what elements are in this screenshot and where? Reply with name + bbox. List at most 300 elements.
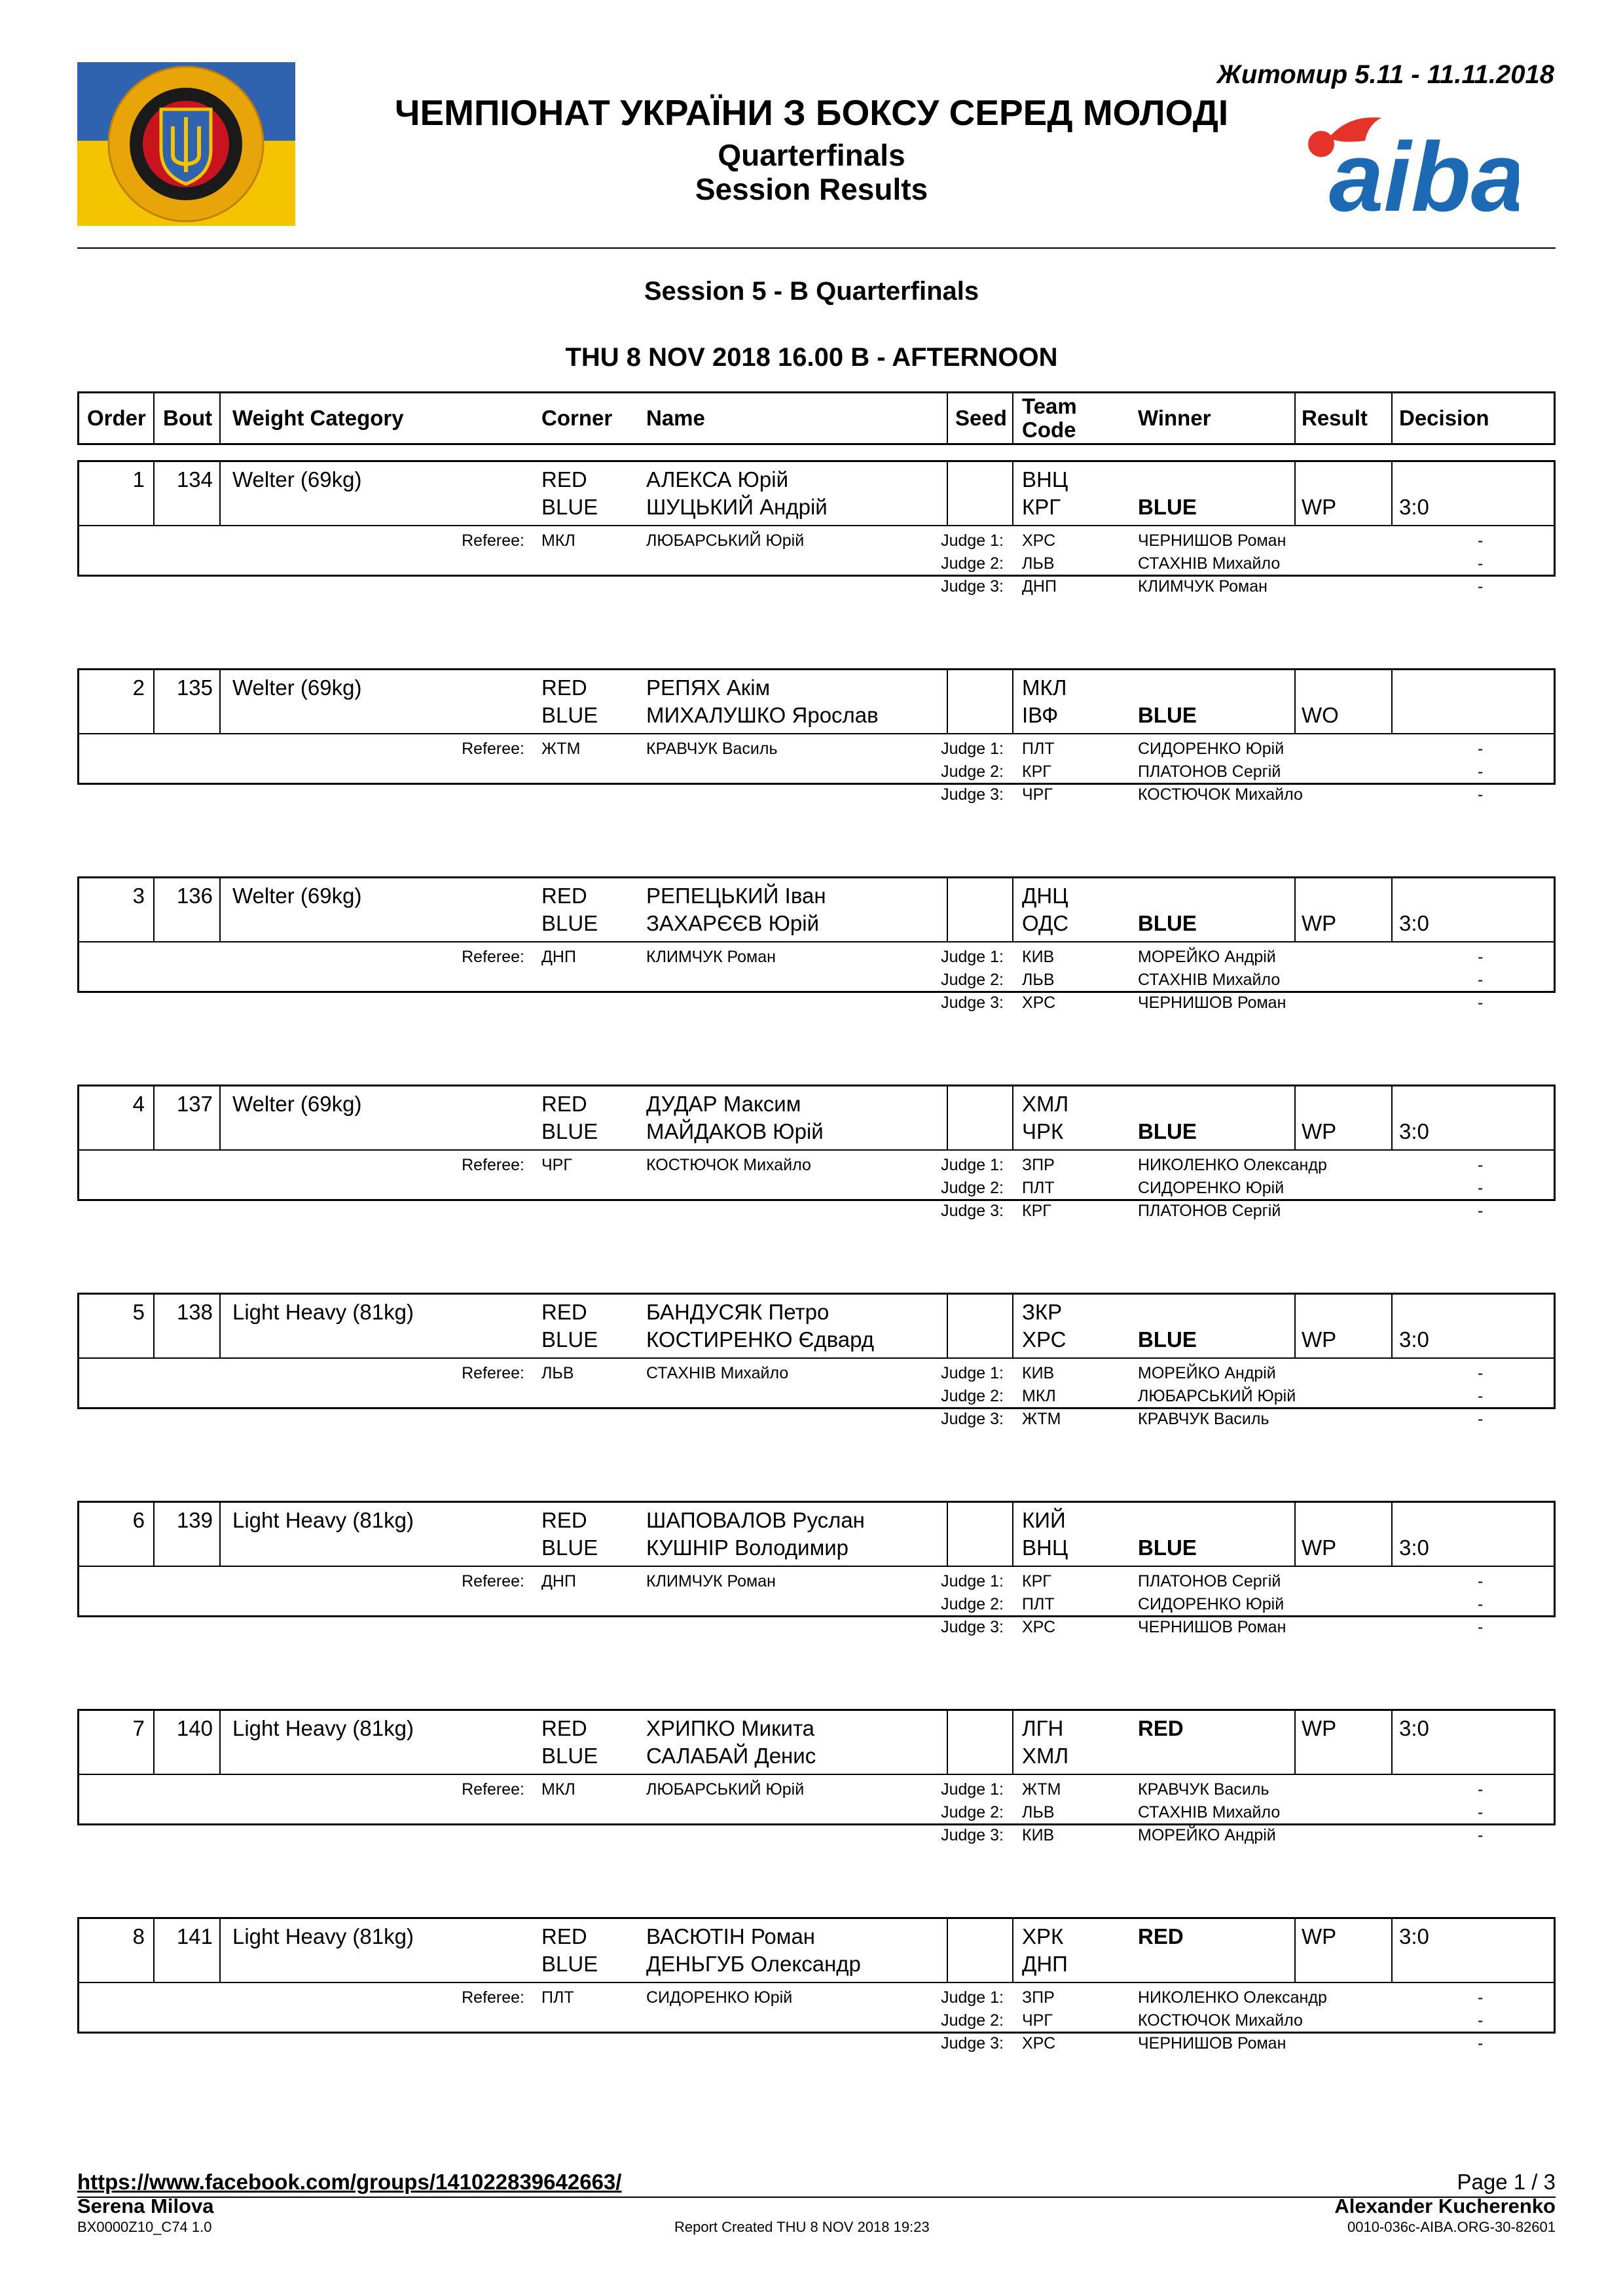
bout-block [77, 1293, 1556, 1428]
blue-corner-label: BLUE [541, 703, 598, 727]
judge-label: Judge 1: [941, 531, 1004, 550]
column-divider [947, 1295, 948, 1357]
referee-label: Referee: [462, 740, 524, 758]
blue-boxer-name: ЗАХАРЄЄВ Юрій [646, 911, 820, 935]
column-divider [1294, 1503, 1296, 1566]
weight-category: Welter (69kg) [232, 884, 362, 908]
blue-team-code: КРГ [1022, 495, 1061, 519]
judge-name: СТАХНІВ Михайло [1138, 554, 1281, 573]
bout-decision: 3:0 [1399, 911, 1429, 935]
blue-corner-label: BLUE [541, 1535, 598, 1560]
bout-result: WP [1302, 1716, 1337, 1740]
column-divider [1012, 462, 1013, 525]
column-divider [947, 462, 948, 525]
judge-team: ХРС [1022, 531, 1056, 550]
judge-score-dash: - [1478, 762, 1484, 781]
weight-category: Welter (69kg) [232, 1092, 362, 1116]
column-divider [1294, 462, 1296, 525]
column-divider [947, 878, 948, 941]
judge-score-dash: - [1478, 1156, 1484, 1174]
bout-number: 134 [176, 467, 213, 492]
bout-number: 141 [176, 1924, 213, 1948]
bout-result: WP [1302, 1924, 1337, 1948]
aiba-logo [1303, 98, 1519, 226]
header-divider [77, 247, 1556, 249]
blue-boxer-name: КУШНІР Володимир [646, 1535, 849, 1560]
bout-number: 135 [176, 675, 213, 700]
judge-label: Judge 1: [941, 1364, 1004, 1382]
column-divider [219, 1295, 221, 1357]
judge-label: Judge 1: [941, 1572, 1004, 1590]
red-boxer-name: БАНДУСЯК Петро [646, 1300, 830, 1324]
report-created: Report Created THU 8 NOV 2018 19:23 [674, 2219, 930, 2235]
results-table-header [77, 391, 1556, 445]
column-divider [1012, 1503, 1013, 1566]
judge-team: КИВ [1022, 1364, 1055, 1382]
blue-boxer-name: САЛАБАЙ Денис [646, 1744, 816, 1768]
referee-name: КЛИМЧУК Роман [646, 1572, 776, 1590]
blue-team-code: ЧРК [1022, 1119, 1064, 1143]
red-corner-label: RED [541, 1924, 587, 1948]
judge-team: ХРС [1022, 2034, 1056, 2053]
referee-team: ПЛТ [541, 1988, 574, 2007]
judge-team: ХРС [1022, 994, 1056, 1012]
judge-label: Judge 3: [941, 785, 1004, 804]
col-order: Order [87, 406, 146, 430]
column-divider [1294, 1086, 1296, 1149]
judge-team: КРГ [1022, 1202, 1051, 1220]
referee-team: МКЛ [541, 1780, 575, 1799]
judge-score-dash: - [1478, 948, 1484, 966]
judge-label: Judge 2: [941, 1595, 1004, 1613]
blue-boxer-name: МАЙДАКОВ Юрій [646, 1119, 824, 1143]
winner-corner: RED [1138, 1716, 1184, 1740]
red-team-code: ДНЦ [1022, 884, 1068, 908]
referee-name: КРАВЧУК Василь [646, 740, 778, 758]
blue-boxer-name: ШУЦЬКИЙ Андрій [646, 495, 828, 519]
judge-team: КИВ [1022, 948, 1055, 966]
judge-label: Judge 2: [941, 2011, 1004, 2030]
column-divider [947, 1503, 948, 1566]
column-divider [219, 670, 221, 733]
weight-category: Light Heavy (81kg) [232, 1924, 414, 1948]
judge-score-dash: - [1478, 1988, 1484, 2007]
referee-name: ЛЮБАРСЬКИЙ Юрій [646, 531, 805, 550]
bout-result: WP [1302, 1535, 1337, 1560]
judge-name: КРАВЧУК Василь [1138, 1410, 1269, 1428]
column-divider [153, 462, 155, 525]
blue-corner-label: BLUE [541, 1744, 598, 1768]
red-corner-label: RED [541, 884, 587, 908]
judge-label: Judge 3: [941, 994, 1004, 1012]
judge-label: Judge 2: [941, 1387, 1004, 1405]
bout-block [77, 1917, 1556, 2053]
red-boxer-name: РЕПЯХ Акім [646, 675, 771, 700]
bout-result: WP [1302, 911, 1337, 935]
column-divider [1012, 1711, 1013, 1774]
red-boxer-name: ДУДАР Максим [646, 1092, 801, 1116]
red-team-code: ХРК [1022, 1924, 1064, 1948]
bout-block [77, 1085, 1556, 1220]
blue-boxer-name: МИХАЛУШКО Ярослав [646, 703, 879, 727]
column-divider [1294, 878, 1296, 941]
bout-number: 136 [176, 884, 213, 908]
judge-score-dash: - [1478, 971, 1484, 989]
col-corner: Corner [541, 406, 613, 430]
red-team-code: ВНЦ [1022, 467, 1068, 492]
judge-label: Judge 1: [941, 948, 1004, 966]
column-divider [219, 462, 221, 525]
blue-corner-label: BLUE [541, 911, 598, 935]
blue-boxer-name: КОСТИРЕНКО Єдвард [646, 1327, 875, 1352]
referee-name: КОСТЮЧОК Михайло [646, 1156, 811, 1174]
page-title: ЧЕМПІОНАТ УКРАЇНИ З БОКСУ СЕРЕД МОЛОДІ [394, 92, 1229, 133]
judge-team: КРГ [1022, 1572, 1051, 1590]
judge-name: ПЛАТОНОВ Сергій [1138, 1202, 1281, 1220]
referee-label: Referee: [462, 1364, 524, 1382]
bout-result: WP [1302, 1327, 1337, 1352]
column-divider [153, 1711, 155, 1774]
blue-team-code: ОДС [1022, 911, 1069, 935]
bout-block [77, 668, 1556, 804]
bout-number: 140 [176, 1716, 213, 1740]
judge-name: НИКОЛЕНКО Олександр [1138, 1988, 1327, 2007]
round-subtitle: Quarterfinals [718, 138, 905, 172]
col-result: Result [1302, 406, 1368, 430]
judge-label: Judge 2: [941, 762, 1004, 781]
column-divider [1012, 878, 1013, 941]
judge-name: СИДОРЕНКО Юрій [1138, 1595, 1285, 1613]
winner-corner: RED [1138, 1924, 1184, 1948]
blue-team-code: ХМЛ [1022, 1744, 1069, 1768]
bout-block [77, 1501, 1556, 1636]
red-boxer-name: ВАСЮТІН Роман [646, 1924, 816, 1948]
column-divider [1391, 878, 1393, 941]
judge-score-dash: - [1478, 531, 1484, 550]
bout-main-row [79, 1711, 1554, 1775]
judge-label: Judge 2: [941, 1179, 1004, 1197]
blue-team-code: ВНЦ [1022, 1535, 1068, 1560]
winner-corner: BLUE [1138, 703, 1197, 727]
referee-team: ДНП [541, 948, 576, 966]
referee-label: Referee: [462, 1988, 524, 2007]
session-date: THU 8 NOV 2018 16.00 B - AFTERNOON [565, 343, 1058, 372]
judge-label: Judge 3: [941, 2034, 1004, 2053]
judge-team: ПЛТ [1022, 1595, 1055, 1613]
judge-name: ЧЕРНИШОВ Роман [1138, 531, 1286, 550]
column-divider [1391, 1919, 1393, 1982]
red-corner-label: RED [541, 1508, 587, 1532]
column-divider [219, 878, 221, 941]
report-code: BX0000Z10_C74 1.0 [77, 2219, 212, 2235]
blue-boxer-name: ДЕНЬГУБ Олександр [646, 1952, 861, 1976]
judge-name: ЛЮБАРСЬКИЙ Юрій [1138, 1387, 1296, 1405]
referee-name: КЛИМЧУК Роман [646, 948, 776, 966]
column-divider [1294, 670, 1296, 733]
bout-main-row [79, 1919, 1554, 1983]
judge-name: КРАВЧУК Василь [1138, 1780, 1269, 1799]
judge-name: ЧЕРНИШОВ Роман [1138, 1618, 1286, 1636]
judge-score-dash: - [1478, 1572, 1484, 1590]
red-corner-label: RED [541, 1716, 587, 1740]
judge-score-dash: - [1478, 1364, 1484, 1382]
judge-team: ЗПР [1022, 1988, 1055, 2007]
bout-main-row [79, 1295, 1554, 1359]
judge-team: КИВ [1022, 1826, 1055, 1844]
bout-main-row [79, 670, 1554, 734]
judge-label: Judge 2: [941, 554, 1004, 573]
column-divider [1012, 1086, 1013, 1149]
aiba-logo-text: aiba [1329, 122, 1519, 223]
bout-main-row [79, 1503, 1554, 1567]
column-divider [153, 1295, 155, 1357]
blue-corner-label: BLUE [541, 1952, 598, 1976]
judge-name: СИДОРЕНКО Юрій [1138, 740, 1285, 758]
judge-name: НИКОЛЕНКО Олександр [1138, 1156, 1327, 1174]
bout-block [77, 876, 1556, 1012]
col-decision: Decision [1399, 406, 1489, 430]
winner-corner: BLUE [1138, 1119, 1197, 1143]
weight-category: Light Heavy (81kg) [232, 1300, 414, 1324]
footer-right-signatory: Alexander Kucherenko [1334, 2195, 1556, 2217]
bout-result: WP [1302, 495, 1337, 519]
red-team-code: ХМЛ [1022, 1092, 1069, 1116]
bout-decision: 3:0 [1399, 1924, 1429, 1948]
referee-label: Referee: [462, 948, 524, 966]
referee-label: Referee: [462, 1572, 524, 1590]
judge-team: ЛЬВ [1022, 1803, 1055, 1821]
column-divider [947, 1086, 948, 1149]
judge-score-dash: - [1478, 1410, 1484, 1428]
event-date-location: Житомир 5.11 - 11.11.2018 [1216, 60, 1554, 89]
column-divider [1294, 1711, 1296, 1774]
bout-number: 138 [176, 1300, 213, 1324]
judge-name: ПЛАТОНОВ Сергій [1138, 762, 1281, 781]
blue-corner-label: BLUE [541, 1119, 598, 1143]
column-divider [1391, 1711, 1393, 1774]
bout-order: 7 [132, 1716, 145, 1740]
col-bout: Bout [163, 406, 213, 430]
judge-team: МКЛ [1022, 1387, 1056, 1405]
column-divider [1391, 670, 1393, 733]
column-divider [219, 1503, 221, 1566]
col-winner: Winner [1138, 406, 1211, 430]
weight-category: Welter (69kg) [232, 675, 362, 700]
red-boxer-name: РЕПЕЦЬКИЙ Іван [646, 884, 826, 908]
bout-order: 5 [132, 1300, 145, 1324]
judge-team: ЗПР [1022, 1156, 1055, 1174]
column-divider [1391, 1503, 1393, 1566]
bout-main-row [79, 878, 1554, 942]
footer-facebook-link[interactable]: https://www.facebook.com/groups/141022839642663/ [77, 2170, 622, 2194]
red-boxer-name: ШАПОВАЛОВ Руслан [646, 1508, 865, 1532]
judge-score-dash: - [1478, 1803, 1484, 1821]
red-boxer-name: ХРИПКО Микита [646, 1716, 815, 1740]
column-divider [153, 670, 155, 733]
red-corner-label: RED [541, 1300, 587, 1324]
judge-label: Judge 3: [941, 1202, 1004, 1220]
judge-score-dash: - [1478, 1179, 1484, 1197]
bout-decision: 3:0 [1399, 495, 1429, 519]
judge-score-dash: - [1478, 1595, 1484, 1613]
judge-label: Judge 3: [941, 1618, 1004, 1636]
column-divider [219, 1086, 221, 1149]
red-corner-label: RED [541, 1092, 587, 1116]
blue-team-code: ДНП [1022, 1952, 1068, 1976]
bout-block [77, 1709, 1556, 1844]
referee-name: ЛЮБАРСЬКИЙ Юрій [646, 1780, 805, 1799]
red-team-code: ЗКР [1022, 1300, 1063, 1324]
judge-score-dash: - [1478, 994, 1484, 1012]
column-divider [947, 1919, 948, 1982]
session-title: Session 5 - B Quarterfinals [644, 277, 979, 306]
column-divider [1391, 462, 1393, 525]
winner-corner: BLUE [1138, 1535, 1197, 1560]
judge-label: Judge 1: [941, 1156, 1004, 1174]
bout-number: 137 [176, 1092, 213, 1116]
referee-team: МКЛ [541, 531, 575, 550]
bout-order: 2 [132, 675, 145, 700]
judge-name: МОРЕЙКО Андрій [1138, 1826, 1276, 1844]
col-weight-category: Weight Category [232, 406, 404, 430]
bout-order: 3 [132, 884, 145, 908]
judge-label: Judge 2: [941, 971, 1004, 989]
column-divider [219, 1919, 221, 1982]
judge-name: СИДОРЕНКО Юрій [1138, 1179, 1285, 1197]
referee-name: СИДОРЕНКО Юрій [646, 1988, 793, 2007]
red-boxer-name: АЛЕКСА Юрій [646, 467, 788, 492]
judge-score-dash: - [1478, 785, 1484, 804]
judge-name: КЛИМЧУК Роман [1138, 577, 1267, 596]
bout-decision: 3:0 [1399, 1327, 1429, 1352]
referee-team: ЛЬВ [541, 1364, 574, 1382]
judge-score-dash: - [1478, 554, 1484, 573]
red-corner-label: RED [541, 467, 587, 492]
judge-team: КРГ [1022, 762, 1051, 781]
judge-team: ПЛТ [1022, 1179, 1055, 1197]
blue-team-code: ІВФ [1022, 703, 1059, 727]
judge-team: ДНП [1022, 577, 1057, 596]
judge-name: ПЛАТОНОВ Сергій [1138, 1572, 1281, 1590]
column-divider [153, 878, 155, 941]
bout-result: WO [1302, 703, 1339, 727]
bout-result: WP [1302, 1119, 1337, 1143]
column-divider [947, 1711, 948, 1774]
judge-label: Judge 3: [941, 577, 1004, 596]
bout-main-row [79, 1086, 1554, 1151]
judge-name: МОРЕЙКО Андрій [1138, 948, 1276, 966]
judge-name: КОСТЮЧОК Михайло [1138, 2011, 1303, 2030]
red-corner-label: RED [541, 675, 587, 700]
referee-name: СТАХНІВ Михайло [646, 1364, 789, 1382]
judge-label: Judge 1: [941, 1988, 1004, 2007]
judge-team: ЛЬВ [1022, 971, 1055, 989]
col-team-line2: Code [1022, 418, 1076, 442]
winner-corner: BLUE [1138, 911, 1197, 935]
judge-team: ЖТМ [1022, 1410, 1061, 1428]
judge-team: ХРС [1022, 1618, 1056, 1636]
judge-label: Judge 1: [941, 740, 1004, 758]
column-divider [1294, 1295, 1296, 1357]
col-name: Name [646, 406, 705, 430]
blue-corner-label: BLUE [541, 1327, 598, 1352]
judge-score-dash: - [1478, 2034, 1484, 2053]
column-divider [1012, 1295, 1013, 1357]
column-divider [1012, 1919, 1013, 1982]
judge-label: Judge 3: [941, 1410, 1004, 1428]
column-divider [153, 1086, 155, 1149]
bout-main-row [79, 462, 1554, 526]
judge-score-dash: - [1478, 577, 1484, 596]
judge-team: ЖТМ [1022, 1780, 1061, 1799]
column-divider [153, 1503, 155, 1566]
bout-order: 6 [132, 1508, 145, 1532]
judge-label: Judge 1: [941, 1780, 1004, 1799]
judge-score-dash: - [1478, 740, 1484, 758]
bout-decision: 3:0 [1399, 1716, 1429, 1740]
referee-label: Referee: [462, 1780, 524, 1799]
weight-category: Light Heavy (81kg) [232, 1508, 414, 1532]
judge-team: ПЛТ [1022, 740, 1055, 758]
bout-order: 1 [132, 467, 145, 492]
judge-name: ЧЕРНИШОВ Роман [1138, 994, 1286, 1012]
blue-corner-label: BLUE [541, 495, 598, 519]
red-team-code: КИЙ [1022, 1508, 1066, 1532]
bout-order: 4 [132, 1092, 145, 1116]
judge-name: СТАХНІВ Михайло [1138, 971, 1281, 989]
blue-team-code: ХРС [1022, 1327, 1067, 1352]
column-divider [1012, 670, 1013, 733]
bout-block [77, 460, 1556, 596]
column-divider [219, 1711, 221, 1774]
bout-order: 8 [132, 1924, 145, 1948]
referee-label: Referee: [462, 531, 524, 550]
referee-team: ЧРГ [541, 1156, 572, 1174]
judge-score-dash: - [1478, 1202, 1484, 1220]
judge-label: Judge 3: [941, 1826, 1004, 1844]
judge-team: ЧРГ [1022, 2011, 1053, 2030]
col-team-code [1022, 393, 1077, 443]
footer-left-signatory: Serena Milova [77, 2195, 214, 2217]
judge-score-dash: - [1478, 1780, 1484, 1799]
bout-decision: 3:0 [1399, 1535, 1429, 1560]
column-divider [1391, 1295, 1393, 1357]
report-reference: 0010-036c-AIBA.ORG-30-82601 [1347, 2219, 1556, 2235]
judge-name: ЧЕРНИШОВ Роман [1138, 2034, 1286, 2053]
judge-score-dash: - [1478, 2011, 1484, 2030]
judge-name: СТАХНІВ Михайло [1138, 1803, 1281, 1821]
judge-score-dash: - [1478, 1618, 1484, 1636]
col-team-line1: Team [1022, 394, 1077, 418]
page-number: Page 1 / 3 [1457, 2170, 1556, 2194]
winner-corner: BLUE [1138, 495, 1197, 519]
col-seed: Seed [955, 406, 1007, 430]
judge-team: ЧРГ [1022, 785, 1053, 804]
judge-score-dash: - [1478, 1387, 1484, 1405]
bout-number: 139 [176, 1508, 213, 1532]
red-team-code: МКЛ [1022, 675, 1067, 700]
red-team-code: ЛГН [1022, 1716, 1064, 1740]
referee-team: ДНП [541, 1572, 576, 1590]
winner-corner: BLUE [1138, 1327, 1197, 1352]
weight-category: Light Heavy (81kg) [232, 1716, 414, 1740]
judge-label: Judge 2: [941, 1803, 1004, 1821]
judge-score-dash: - [1478, 1826, 1484, 1844]
column-divider [1294, 1919, 1296, 1982]
judge-name: КОСТЮЧОК Михайло [1138, 785, 1303, 804]
bout-decision: 3:0 [1399, 1119, 1429, 1143]
column-divider [153, 1919, 155, 1982]
